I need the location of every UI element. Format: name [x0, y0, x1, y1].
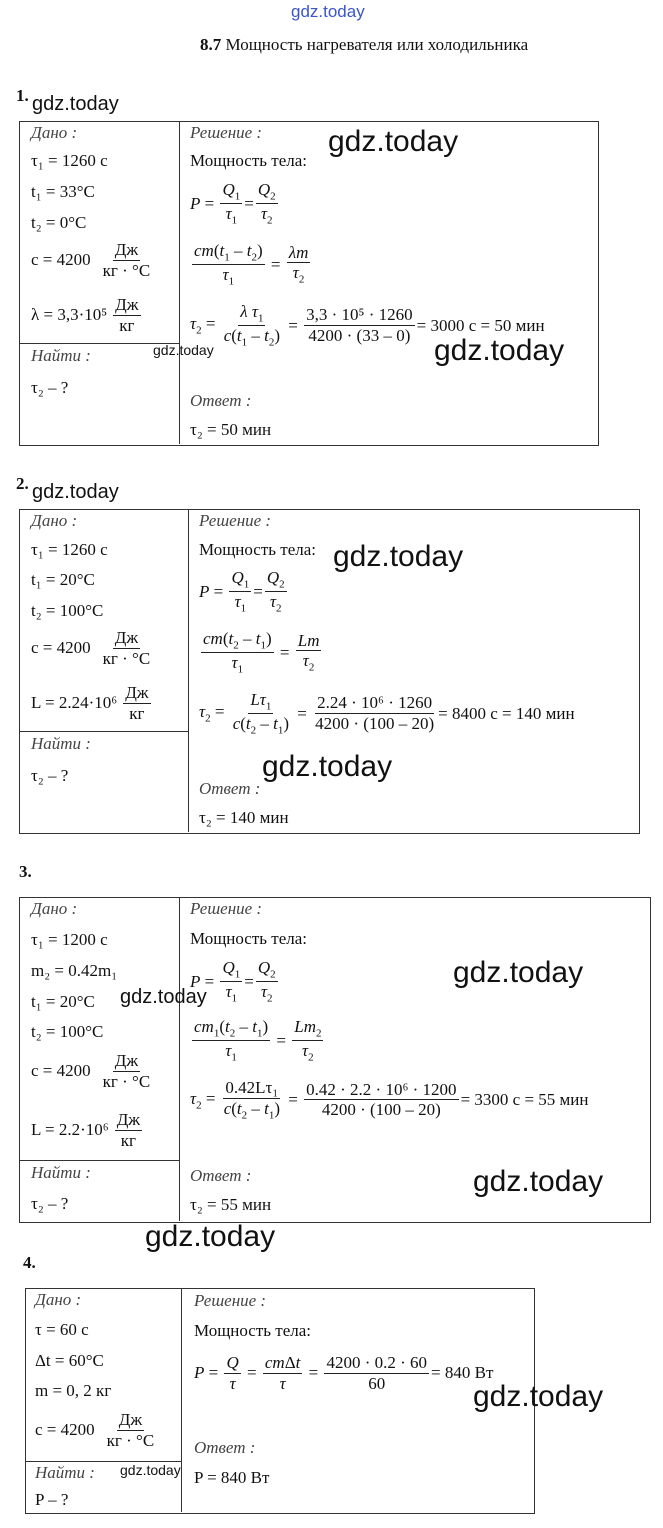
given-specific-heat: [31, 628, 154, 668]
given-latent-heat: [31, 295, 143, 335]
formula-result: P = $\frac{Q}{\tau}$ = $\frac{\text{cmΔt}}{\tau}$ = $\frac{4200 \cdot 0.2 \cdot 60}{60}$ = 840 Вт: [194, 1353, 494, 1393]
given-label: Дано :: [31, 899, 78, 918]
calc-numerator: 2.24 · 10⁶ · 1260: [317, 693, 433, 713]
calc-denominator: 4200 · (33 – 0): [308, 326, 411, 346]
problem-2-given-divider: [19, 731, 188, 732]
answer-label: Ответ :: [190, 1166, 252, 1185]
watermark: gdz.today: [120, 986, 207, 1008]
formula-result: $\tau_2$ = $\frac{\lambda \tau_1}{c(t_1 - t_2)}$ = $\frac{\text{3,3 · 10⁵ · 1260}}{4200 \cdot (33 - 0)}$ = 3000 с = 50 мин: [190, 302, 545, 349]
given-specific-heat: [35, 1410, 158, 1450]
problem-3-divider: [179, 897, 180, 1221]
formula-heat-balance: $\frac{cm(t_2 - t_1)}{\tau_1}$ = $\frac{Lm}{\tau_2}$: [203, 629, 320, 676]
given-label: Дано :: [31, 511, 78, 530]
given-item: λ = 3,3·10⁵: [31, 305, 108, 325]
watermark: gdz.today: [453, 956, 584, 989]
solution-intro: Мощность тела:: [194, 1321, 312, 1340]
given-item: c = 4200: [35, 1420, 95, 1440]
unit-num: Дж: [125, 683, 149, 702]
unit-den: кг · °C: [102, 260, 151, 280]
find-value: P – ?: [35, 1490, 69, 1509]
given-item: t₁ = 20°C: [31, 570, 95, 589]
problem-1-divider: [179, 121, 180, 444]
calc-result: = 3300 с = 55 мин: [460, 1089, 589, 1109]
solution-intro: Мощность тела:: [199, 540, 317, 559]
problem-2-divider: [188, 509, 189, 832]
formula-power: P = $\frac{Q_1}{\tau_1}$ = $\frac{Q_2}{\tau_2}$: [190, 958, 276, 1005]
section-title: Мощность нагревателя или холодильника: [225, 35, 529, 54]
answer-label: Ответ :: [194, 1438, 256, 1457]
given-item: t₂ = 100°C: [31, 1022, 104, 1041]
given-item: L = 2.2·10⁶: [31, 1120, 109, 1140]
unit-den: кг · °C: [106, 1430, 155, 1450]
unit-den: кг · °C: [102, 1071, 151, 1091]
find-label: Найти :: [31, 346, 91, 365]
calc-lhs-numerator: 0.42Lτ₁: [225, 1078, 279, 1097]
formula-power: P = $\frac{Q_1}{\tau_1}$ = $\frac{Q_2}{\tau_2}$: [190, 180, 276, 227]
watermark: gdz.today: [333, 540, 464, 573]
answer-value: τ₂ = 140 мин: [199, 808, 289, 827]
given-label: Дано :: [31, 123, 78, 142]
unit-num: Дж: [115, 295, 139, 314]
watermark: gdz.today: [262, 750, 393, 783]
given-latent-heat: [31, 683, 153, 723]
given-item: c = 4200: [31, 638, 91, 658]
formula-result: $\tau_2$ = $\frac{L\tau_1}{c(t_2 - t_1)}$ = $\frac{\text{2.24 · 10⁶ · 1260}}{4200 \cdot (100 - 20)}$ = 8400 с = 140 мин: [199, 690, 575, 737]
given-specific-heat: [31, 240, 154, 280]
given-item: τ₁ = 1200 с: [31, 930, 108, 949]
find-label: Найти :: [35, 1463, 95, 1482]
given-item: c = 4200: [31, 250, 91, 270]
find-value: τ₂ – ?: [31, 1194, 69, 1213]
answer-value: τ₂ = 55 мин: [190, 1195, 272, 1214]
find-value: τ₂ – ?: [31, 378, 69, 397]
watermark-top: gdz.today: [291, 2, 365, 21]
given-item: Δt = 60°C: [35, 1351, 104, 1370]
unit-den: кг: [119, 315, 135, 335]
given-latent-heat: [31, 1110, 144, 1150]
solution-label: Решение :: [199, 511, 272, 530]
unit-num: Дж: [114, 628, 139, 647]
solution-label: Решение :: [190, 123, 263, 142]
calc-result: = 3000 с = 50 мин: [416, 315, 545, 335]
watermark: gdz.today: [32, 481, 119, 503]
watermark: gdz.today: [473, 1165, 604, 1198]
calc-denominator: 4200 · (100 – 20): [315, 714, 435, 734]
find-value: τ₂ – ?: [31, 766, 69, 785]
given-item: c = 4200: [31, 1061, 91, 1081]
formula-heat-balance: $\frac{cm_1(t_2 - t_1)}{\tau_1}$ = $\frac{Lm_2}{\tau_2}$: [194, 1017, 322, 1064]
solution-label: Решение :: [190, 899, 263, 918]
watermark: gdz.today: [328, 125, 459, 158]
problem-2-table: [19, 509, 640, 834]
watermark: gdz.today: [434, 334, 565, 367]
calc-numerator: 4200 · 0.2 · 60: [326, 1353, 428, 1372]
given-item: t₁ = 33°C: [31, 182, 95, 201]
calc-result: = 8400 с = 140 мин: [438, 703, 575, 723]
calc-numerator: 0.42 · 2.2 · 10⁶ · 1200: [306, 1079, 457, 1099]
answer-value: P = 840 Вт: [194, 1468, 270, 1487]
problem-3-number: 3.: [19, 862, 32, 881]
given-item: t₂ = 0°C: [31, 213, 87, 232]
solution-intro: Мощность тела:: [190, 151, 308, 170]
formula-result: $\tau_2$ = $\frac{\text{0.42Lτ₁}}{c(t_2 - t_1)}$ = $\frac{\text{0.42 · 2.2 · 10⁶ · 1200}}{4200 \cdot (100 - 20)}$ = 3300 с = 55 мин: [190, 1078, 589, 1121]
given-label: Дано :: [35, 1290, 82, 1309]
unit-num: Дж: [114, 240, 139, 259]
unit-den: кг: [120, 1130, 136, 1150]
formula-power: P = $\frac{Q_1}{\tau_1}$ = $\frac{Q_2}{\tau_2}$: [199, 568, 285, 615]
find-label: Найти :: [31, 1163, 91, 1182]
find-label: Найти :: [31, 734, 91, 753]
given-item: t₁ = 20°C: [31, 992, 95, 1011]
formula-heat-balance: $\frac{cm(t_1 - t_2)}{\tau_1}$ = $\frac{\lambda m}{\tau_2}$: [194, 241, 309, 288]
given-item: L = 2.24·10⁶: [31, 693, 118, 713]
given-item: τ₁ = 1260 с: [31, 151, 108, 170]
answer-value: τ₂ = 50 мин: [190, 420, 272, 439]
watermark: gdz.today: [145, 1220, 276, 1253]
answer-label: Ответ :: [190, 391, 252, 410]
unit-den: кг · °C: [102, 648, 151, 668]
calc-denominator: 4200 · (100 – 20): [321, 1100, 441, 1120]
problem-1-number: 1.: [16, 86, 29, 105]
unit-num: Дж: [118, 1410, 143, 1429]
watermark: gdz.today: [120, 1462, 181, 1478]
unit-num: Дж: [116, 1110, 141, 1129]
problem-4-number: 4.: [23, 1253, 36, 1272]
watermark: gdz.today: [473, 1380, 604, 1413]
solution-label: Решение :: [194, 1291, 267, 1310]
calc-result: = 840 Вт: [431, 1363, 494, 1383]
unit-den: кг: [129, 703, 145, 723]
given-item: m = 0, 2 кг: [35, 1381, 112, 1400]
given-item: τ₁ = 1260 с: [31, 540, 108, 559]
calc-denominator: 60: [368, 1373, 386, 1393]
section-number: 8.7: [200, 35, 222, 54]
answer-label: Ответ :: [199, 779, 261, 798]
problem-3-given-divider: [19, 1160, 179, 1161]
unit-num: Дж: [114, 1051, 139, 1070]
watermark: gdz.today: [32, 93, 119, 115]
problem-4-divider: [181, 1288, 182, 1512]
given-item: t₂ = 100°C: [31, 601, 104, 620]
problem-2-number: 2.: [16, 474, 29, 493]
given-item: τ = 60 с: [35, 1320, 89, 1339]
given-item: m₂ = 0.42m₁: [31, 961, 118, 980]
given-specific-heat: [31, 1051, 154, 1091]
page-title: [200, 35, 528, 55]
calc-numerator: 3,3 · 10⁵ · 1260: [306, 305, 413, 325]
solution-intro: Мощность тела:: [190, 929, 308, 948]
watermark: gdz.today: [153, 342, 214, 358]
